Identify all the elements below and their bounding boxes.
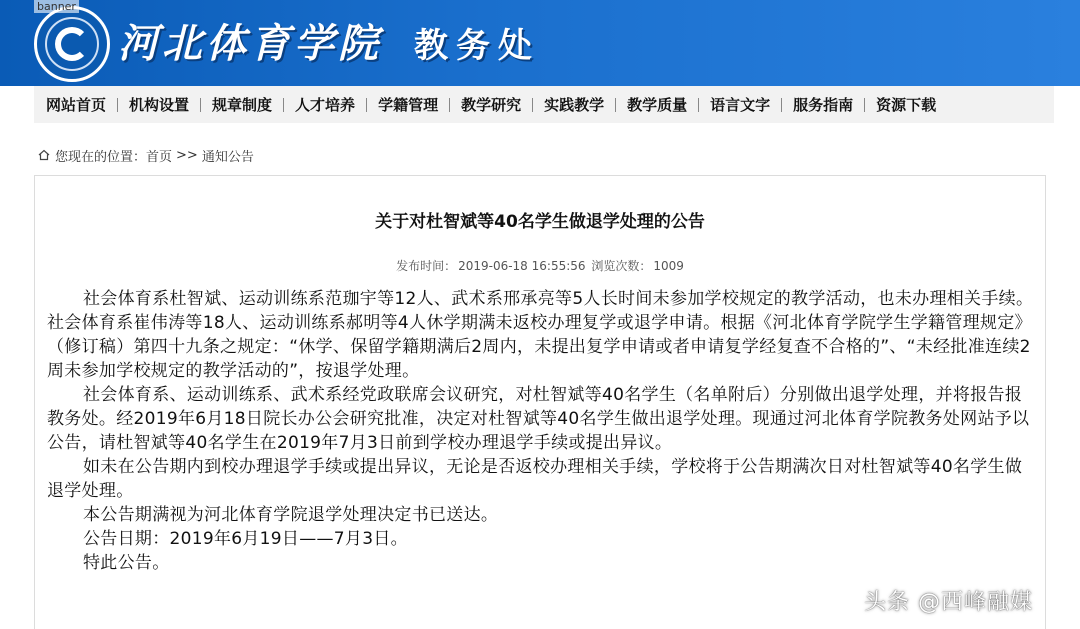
nav-divider: [781, 98, 782, 112]
school-name: 河北体育学院: [118, 20, 382, 67]
article-title: 关于对杜智斌等40名学生做退学处理的公告: [375, 212, 705, 232]
nav-item-organization[interactable]: 机构设置: [129, 96, 190, 114]
publish-time-label: 发布时间：: [396, 259, 457, 273]
nav-divider: [200, 98, 201, 112]
article-meta: [35, 257, 1045, 274]
article-paragraph: 本公告期满视为河北体育学院退学处理决定书已送达。: [83, 505, 499, 525]
nav-divider: [117, 98, 118, 112]
views-label: 浏览次数：: [591, 259, 652, 273]
nav-item-service-guide[interactable]: 服务指南: [793, 96, 854, 114]
article-paragraph: 社会体育系杜智斌、运动训练系范珈宇等12人、武术系邢承亮等5人长时间未参加学校规定的教学活动，也未办理相关手续。社会体育系崔伟涛等18人、运动训练系郝明等4人休学期满未返校办理复学或退学申请。根据《河北体育学院学生学籍管理规定》（修订稿）第四十九条之规定：“休学、保留学籍期满后2周内，未提出复学申请或者申请复学经复查不合格的”、“未经批准连续2周未参加学校规定的教学活动的”，按退学处理。: [47, 289, 1034, 381]
breadcrumb-current-link[interactable]: 通知公告: [201, 149, 254, 165]
article-body: [47, 287, 1037, 575]
nav-item-practice-teaching[interactable]: 实践教学: [544, 96, 605, 114]
watermark: 头条 @西峰融媒: [864, 590, 1033, 615]
breadcrumb: [38, 146, 254, 164]
department-name: 教务处: [414, 26, 540, 66]
main-nav: [34, 86, 1054, 123]
views-count: 1009: [653, 259, 684, 273]
nav-divider: [366, 98, 367, 112]
article-paragraph: 如未在公告期内到校办理退学手续或提出异议，无论是否返校办理相关手续，学校将于公告期满次日对杜智斌等40名学生做退学处理。: [47, 457, 1023, 501]
nav-divider: [698, 98, 699, 112]
article-paragraph: 社会体育系、运动训练系、武术系经党政联席会议研究，对杜智斌等40名学生（名单附后）分别做出退学处理，并将报告报教务处。经2019年6月18日院长办公会研究批准，决定对杜智斌等40名学生做出退学处理。现通过河北体育学院教务处网站予以公告，请杜智斌等40名学生在2019年7月3日前到学校办理退学手续或提出异议。: [47, 385, 1030, 453]
article-paragraph: 特此公告。: [83, 553, 170, 573]
nav-divider: [615, 98, 616, 112]
banner-alt-text: banner: [34, 0, 79, 13]
header-banner: [0, 0, 1080, 86]
nav-item-home[interactable]: 网站首页: [46, 96, 107, 114]
nav-divider: [532, 98, 533, 112]
breadcrumb-prefix: 您现在的位置：: [55, 149, 147, 165]
breadcrumb-home-link[interactable]: 首页: [146, 149, 173, 165]
article-paragraph: 公告日期：2019年6月19日——7月3日。: [83, 529, 408, 549]
home-icon: [38, 149, 50, 161]
school-logo: [34, 6, 110, 82]
nav-divider: [283, 98, 284, 112]
nav-item-teaching-quality[interactable]: 教学质量: [627, 96, 688, 114]
breadcrumb-separator: >>: [176, 147, 198, 163]
nav-item-language[interactable]: 语言文字: [710, 96, 771, 114]
nav-item-talent-training[interactable]: 人才培养: [295, 96, 356, 114]
nav-item-teaching-research[interactable]: 教学研究: [461, 96, 522, 114]
publish-time: 2019-06-18 16:55:56: [458, 259, 586, 273]
nav-item-student-status[interactable]: 学籍管理: [378, 96, 439, 114]
nav-divider: [449, 98, 450, 112]
article-panel: [34, 175, 1046, 629]
nav-item-downloads[interactable]: 资源下载: [876, 96, 937, 114]
nav-divider: [864, 98, 865, 112]
nav-item-regulations[interactable]: 规章制度: [212, 96, 273, 114]
logo-swirl: [55, 27, 89, 61]
